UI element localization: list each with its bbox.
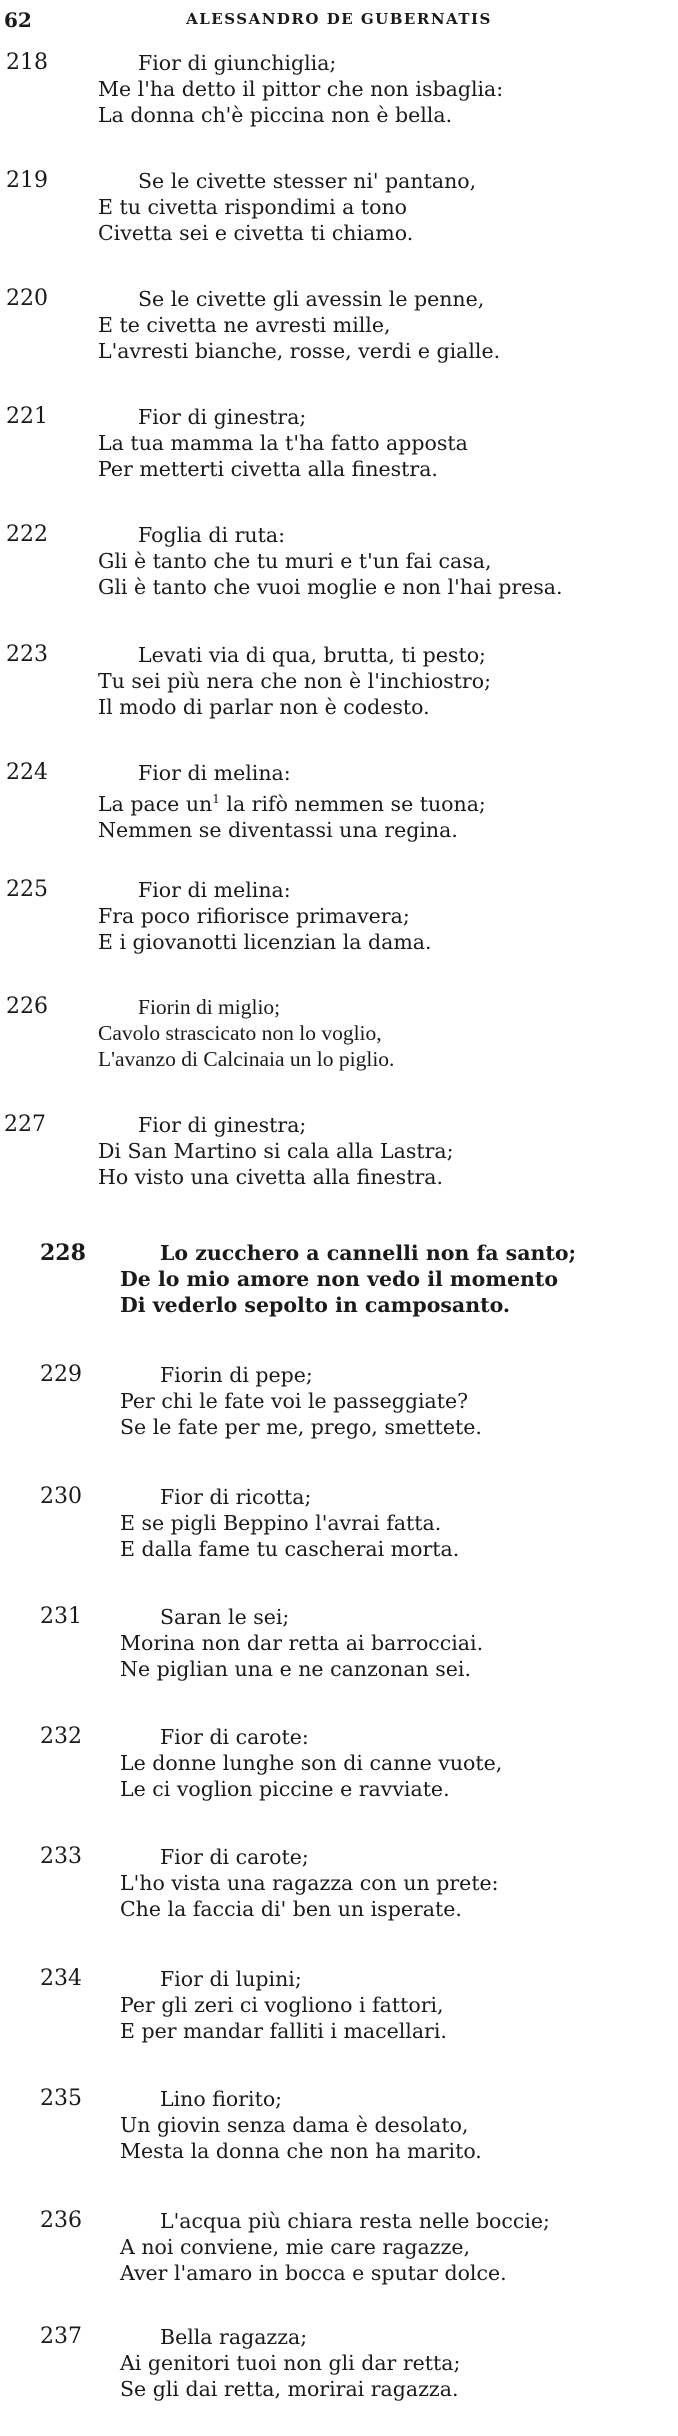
verse-line: Un giovin senza dama è desolato, [120,2113,469,2137]
verse-line: Di vederlo sepolto in camposanto. [120,1293,511,1317]
verse-line: Se gli dai retta, morirai ragazza. [120,2377,459,2401]
stanza-number: 227 [4,1112,46,1137]
stanza-lines [120,1724,502,1802]
verse-line: E dalla fame tu cascherai morta. [120,1537,460,1561]
verse-line: La donna ch'è piccina non è bella. [98,103,453,127]
verse-line: L'ho vista una ragazza con un prete: [120,1871,499,1895]
verse-line: L'acqua più chiara resta nelle boccie; [160,2209,550,2233]
verse-line: Fra poco rifiorisce primavera; [98,904,410,928]
verse-line: Le donne lunghe son di canne vuote, [120,1751,503,1775]
verse-line: E per mandar falliti i macellari. [120,2019,447,2043]
verse-line: Per gli zeri ci vogliono i fattori, [120,1993,444,2017]
verse-line: Se le civette stesser ni' pantano, [138,169,477,193]
stanza-number: 223 [6,642,48,667]
verse-line: Morina non dar retta ai barrocciai. [120,1631,484,1655]
verse-line: Levati via di qua, brutta, ti pesto; [138,643,486,667]
verse-line: Mesta la donna che non ha marito. [120,2139,482,2163]
stanza-number: 220 [6,286,48,311]
stanza-number: 234 [40,1966,82,1991]
verse-line: E se pigli Beppino l'avrai fatta. [120,1511,442,1535]
stanza-number: 233 [40,1844,82,1869]
stanza-lines [98,522,563,600]
stanza-number: 225 [6,877,48,902]
stanza-number: 229 [40,1362,82,1387]
verse-line: Tu sei più nera che non è l'inchiostro; [98,669,491,693]
verse-line: Me l'ha detto il pittor che non isbaglia: [98,77,504,101]
verse-line: Se le fate per me, prego, smettete. [120,1415,482,1439]
stanza-lines [98,1112,454,1190]
stanza-number: 224 [6,760,48,785]
stanza-number: 218 [6,50,48,75]
verse-line: Fior di melina: [138,761,291,785]
verse-line: Lo zucchero a cannelli non fa santo; [160,1241,577,1265]
verse-line: Bella ragazza; [160,2325,308,2349]
page-header [0,8,678,38]
stanza-number: 230 [40,1484,82,1509]
verse-line: La pace $un^1$ la rifò nemmen se tuona; [98,792,486,816]
footnote-marker: 1 [212,792,220,806]
stanza-lines [120,1484,459,1562]
verse-line: La tua mamma la t'ha fatto apposta [98,431,468,455]
verse-line: Nemmen se diventassi una regina. [98,818,458,842]
verse-line: Le ci voglion piccine e ravviate. [120,1777,450,1801]
stanza-number: 236 [40,2208,82,2233]
stanza-lines [98,877,432,955]
stanza-lines [98,286,500,364]
stanza-lines [120,2324,460,2402]
verse-line: Aver l'amaro in bocca e sputar dolce. [120,2261,507,2285]
verse-line: E i giovanotti licenzian la dama. [98,930,432,954]
verse-line: L'avresti bianche, rosse, verdi e gialle. [98,339,501,363]
stanza-number: 231 [40,1604,82,1629]
verse-line: Ai genitori tuoi non gli dar retta; [120,2351,461,2375]
stanza-number: 221 [6,404,48,429]
verse-line: E tu civetta rispondimi a tono [98,195,408,219]
stanza-lines [120,1604,483,1682]
stanza-number: 226 [6,994,48,1019]
verse-line: Fior di ricotta; [160,1485,312,1509]
verse-line: Cavolo strascicato non lo voglio, [98,1021,382,1045]
verse-line: Fior di melina: [138,878,291,902]
verse-line: A noi conviene, mie care ragazze, [120,2235,471,2259]
verse-line: L'avanzo di Calcinaia un lo piglio. [98,1047,395,1071]
verse-line: Il modo di parlar non è codesto. [98,695,430,719]
verse-line: Fior di ginestra; [138,1113,307,1137]
verse-line: Ho visto una civetta alla finestra. [98,1165,443,1189]
stanza-lines [120,1966,447,2044]
verse-line: Per chi le fate voi le passeggiate? [120,1389,469,1413]
verse-line: Che la faccia di' ben un isperate. [120,1897,462,1921]
stanza-number: 219 [6,168,48,193]
verse-line: Fiorin di miglio; [138,995,281,1019]
stanza-lines [120,2208,550,2286]
running-head: ALESSANDRO DE GUBERNATIS [186,10,492,28]
verse-line: Se le civette gli avessin le penne, [138,287,485,311]
stanza-number: 235 [40,2086,82,2111]
stanza-lines [98,642,491,720]
verse-line: Ne piglian una e ne canzonan sei. [120,1657,472,1681]
verse-line: De lo mio amore non vedo il momento [120,1267,559,1291]
verse-line: Fior di carote; [160,1845,309,1869]
verse-line: Saran le sei; [160,1605,290,1629]
stanza-lines [98,994,394,1072]
stanza-number: 222 [6,522,48,547]
stanza-lines [120,1844,499,1922]
stanza-number: 232 [40,1724,82,1749]
stanza-lines [120,1240,576,1318]
stanza-number: 237 [40,2324,82,2349]
verse-line: Per metterti civetta alla finestra. [98,457,438,481]
verse-line: Fior di lupini; [160,1967,302,1991]
verse-line: Gli è tanto che tu muri e t'un fai casa, [98,549,492,573]
stanza-lines [120,2086,482,2164]
verse-line: Di San Martino si cala alla Lastra; [98,1139,454,1163]
verse-line: E te civetta ne avresti mille, [98,313,391,337]
stanza-lines [98,168,476,246]
verse-line: Fior di ginestra; [138,405,307,429]
stanza-lines [98,404,468,482]
verse-line: Lino fiorito; [160,2087,283,2111]
verse-line: Foglia di ruta: [138,523,285,547]
stanza-lines [98,50,503,128]
verse-line: Civetta sei e civetta ti chiamo. [98,221,414,245]
verse-line: Fior di carote: [160,1725,309,1749]
stanza-lines [120,1362,482,1440]
stanza-lines [98,760,486,843]
stanza-number: 228 [40,1240,86,1266]
page-number: 62 [4,8,32,32]
verse-line: Gli è tanto che vuoi moglie e non l'hai presa. [98,575,563,599]
verse-line: Fior di giunchiglia; [138,51,337,75]
verse-line: Fiorin di pepe; [160,1363,313,1387]
